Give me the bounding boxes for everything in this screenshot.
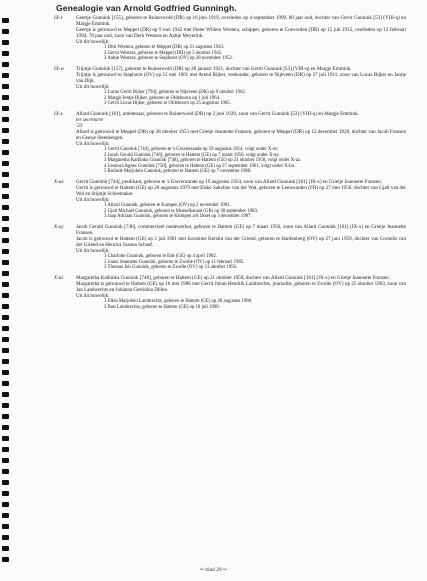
binder-hole <box>2 227 9 232</box>
binder-hole <box>2 403 9 408</box>
binder-hole <box>2 436 9 441</box>
page-title: Genealogie van Arnold Godfried Gunningh. <box>56 3 237 13</box>
binder-hole <box>2 282 9 287</box>
entry-text: Margaretha Kathinka Gunnink [748], geboren te Hattem (GE) op 21 oktober 1958, dochter van Allard Gunnink [161] (IX-x) en Grietje Jeannette Fransen. <box>76 274 390 281</box>
binder-hole <box>2 139 9 144</box>
binder-hole <box>2 480 9 485</box>
binder-hole <box>2 260 9 265</box>
child-item: 1 Gerrit Gunnink [744], geboren te 's Gravenzande op 19 augustus 1954, volgt onder X-av. <box>104 147 279 153</box>
child-item: 2 Gerrit Westera, geboren te Meppel (DR) op 3 oktober 1945. <box>104 50 223 56</box>
binder-hole <box>2 84 9 89</box>
binder-hole <box>2 392 9 397</box>
occupation-note: ter secretarie <box>76 116 104 123</box>
genealogy-entry <box>54 15 406 62</box>
binder-hole <box>2 502 9 507</box>
binder-hole <box>2 117 9 122</box>
child-item: 3 Margaretha Kathinka Gunnink [748], geboren te Hattem (GE) op 21 oktober 1958, volgt onder X-az. <box>104 158 302 164</box>
binder-hole <box>2 62 9 67</box>
binder-hole <box>2 29 9 34</box>
binder-hole <box>2 238 9 243</box>
children-list <box>104 90 406 107</box>
children-heading: Uit dit huwelijk: <box>76 248 110 255</box>
child-item: 1 Ellen Marjolein Lambrechts, geboren te Hattem (GE) op 28 augustus 1988. <box>104 299 253 305</box>
binder-hole <box>2 304 9 309</box>
entry-text: Geertje Gunnink [155], geboren te Ruinerwold (DR) op 16 juni 1919, overleden op 4 september 1999, 80 jaar oud, dochter van Gerrit Gunnink [53] (VIII-q) en Margje Emmink. <box>76 15 406 28</box>
generation-code: X-az <box>54 274 64 281</box>
binder-hole <box>2 194 9 199</box>
binder-hole <box>2 216 9 221</box>
binder-hole <box>2 425 9 430</box>
generation-code: IX-x <box>54 110 63 117</box>
binder-hole <box>2 271 9 276</box>
children-heading: Uit dit huwelijk: <box>76 141 110 148</box>
binder-hole <box>2 348 9 353</box>
child-item: 2 Bart Lambrechts, geboren te Hattem (GE) op 10 juli 1990. <box>104 304 220 310</box>
binder-hole <box>2 458 9 463</box>
genealogy-entry <box>54 66 406 107</box>
generation-code: IX-v <box>54 15 63 21</box>
marriage-text: Trijntje is getrouwd te Staphorst (OV) op 12 mei 1961 met Arend Bijker, veehouder, geboren te Nijeveen (DR) op 27 juli 1911, zoon van Lucas Bijker en Jantje van Dijk. <box>76 72 406 85</box>
child-item: 1 Charlotte Gunnink, geboren te Ede (GE) op 4 april 1982. <box>104 254 217 260</box>
genealogy-content <box>54 15 406 314</box>
children-list <box>104 147 406 175</box>
binder-hole <box>2 469 9 474</box>
binder-hole <box>2 249 9 254</box>
binder-hole <box>2 128 9 133</box>
children-list <box>104 45 406 62</box>
binder-holes <box>0 18 12 578</box>
binder-hole <box>2 524 9 529</box>
marriage-text: Margaretha is getrouwd te Hattem (GE) op 16 mei 1986 met Gerrit Johan Hendrik Lambrechts, journalist, geboren te Zwolle (OV) op 25 oktober 1963, zoon van Jan Lambrechts en Johanna Gerridina Dillen. <box>76 280 406 293</box>
page-number: •• blad 29 •• <box>200 567 227 573</box>
child-item: 4 Leonora Agnes Gunnink [750], geboren te Hattem (GE) op 27 september 1961, volgt onder X-ba. <box>104 163 296 169</box>
generation-code: X-ay <box>54 223 64 230</box>
child-item: 2 Margje Jentje Bijker, geboren te Oldeboorn op 1 juli 1964. <box>104 95 221 101</box>
children-list <box>104 299 406 310</box>
child-item: 5 Rolinde Marjolein Gunnink, geboren te Hattem (GE) op 7 november 1968. <box>104 169 252 175</box>
children-list <box>104 254 406 271</box>
entry-text: Trijntje Gunnink [157], geboren te Ruinerwold (DR) op 28 januari 1921, dochter van Gerrit Gunnink [53] (VIII-q) en Margje Emmink. <box>76 65 352 72</box>
binder-hole <box>2 183 9 188</box>
marriage-text: Geertje is getrouwd te Meppel (DR) op 9 mei 1942 met Pieter Willem Westera, schipper, geboren te Coevorden (DR) op 15 juli 1915, overleden op 12 februari 1994, 78 jaar oud, zoon van Derk Westera en Aaltje Meyerink. <box>76 27 406 40</box>
binder-hole <box>2 535 9 540</box>
binder-hole <box>2 491 9 496</box>
generation-code: X-ax <box>54 178 64 185</box>
binder-hole <box>2 150 9 155</box>
binder-hole <box>2 205 9 210</box>
entry-text: Gerrit Gunnink [744], predikant, geboren te 's Gravenzande op 19 augustus 1954, zoon van Allard Gunnink [161] (IX-x) en Grietje Jeannette Fransen. <box>76 178 383 185</box>
entry-text: Allard Gunnink [161], ambtenaar, geboren te Ruinerwold (DR) op 2 juni 1928, zoon van Gerrit Gunnink [53] (VIII-q) en Margje Emmink. <box>76 110 359 117</box>
marriage-text: Jacob is getrouwd te Hattem (GE) op 2 juli 1981 met Jacomine Kerstin van der Griend, geboren te Hardenberg (OV) op 27 juni 1959, dochter van Cornelis van der Griend en Henrica Joanna Schaaf. <box>76 235 406 249</box>
child-item: 3 Aaltje Westera, geboren te Staphorst (OV) op 28 november 1952. <box>104 56 234 62</box>
binder-hole <box>2 447 9 452</box>
generation-code: IX-w <box>54 65 64 72</box>
marriage-text: Gerrit is getrouwd te Hattem (GE) op 28 augustus 1979 met Elske Sakeline van der Wal, geboren te Leeuwarden (FR) op 27 mei 1956, dochter van Gjalt van der Wal en Stijntje Schoemaker. <box>76 185 406 198</box>
binder-hole <box>2 326 9 331</box>
child-item: 3 Gerrit Lucas Bijker, geboren te Oldeboorn op 25 augustus 1965. <box>104 101 231 107</box>
binder-hole <box>2 51 9 56</box>
binder-hole <box>2 513 9 518</box>
child-item: 3 Jaap Adriaan Gunnink, geboren te Krimpen a/d IJssel op 3 december 1987. <box>104 214 252 220</box>
child-item: 1 Lucas Gerrit Bijker [794], geboren te Nijeveen (DR) op 9 oktober 1962. <box>104 90 246 96</box>
binder-hole <box>2 172 9 177</box>
children-list <box>104 203 406 220</box>
binder-hole <box>2 315 9 320</box>
binder-hole <box>2 73 9 78</box>
binder-hole <box>2 546 9 551</box>
note-text: '23' <box>76 123 84 130</box>
binder-hole <box>2 359 9 364</box>
binder-hole <box>2 381 9 386</box>
children-heading: Uit dit huwelijk: <box>76 84 110 91</box>
binder-hole <box>2 414 9 419</box>
marriage-text: Allard is getrouwd te Meppel (DR) op 28 oktober 1953 met Grietje Jeannette Fransen, geboren te Meppel (DR) op 12 december 1928, dochter van Jacob Fransen en Geesje Steenbergen. <box>76 129 406 142</box>
entry-text: Jacob Gerald Gunnink [746], commercieel medewerker, geboren te Hattem (GE) op 7 maart 1956, zoon van Allard Gunnink [161] (IX-x) en Grietje Jeannette Fransen. <box>76 223 406 236</box>
genealogy-entry <box>54 179 406 220</box>
binder-hole <box>2 18 9 23</box>
genealogy-entry <box>54 224 406 271</box>
child-item: 1 Allard Gunnink, geboren te Kampen (OV) op 2 november 1981. <box>104 203 231 209</box>
binder-hole <box>2 293 9 298</box>
genealogy-entry <box>54 275 406 310</box>
binder-hole <box>2 161 9 166</box>
binder-hole <box>2 370 9 375</box>
child-item: 1 Dirk Westera, geboren te Meppel (DR) op 21 augustus 1943. <box>104 45 225 51</box>
binder-hole <box>2 95 9 100</box>
binder-hole <box>2 40 9 45</box>
children-heading: Uit dit huwelijk: <box>76 39 110 46</box>
binder-hole <box>2 557 9 562</box>
children-heading: Uit dit huwelijk: <box>76 293 110 300</box>
binder-hole <box>2 337 9 342</box>
binder-hole <box>2 106 9 111</box>
children-heading: Uit dit huwelijk: <box>76 197 110 204</box>
genealogy-entry <box>54 111 406 175</box>
child-item: 3 Thomas Job Gunnink, geboren te Zwolle (OV) op 13 oktober 1993. <box>104 265 238 271</box>
child-item: 2 Jacob Gerald Gunnink [746], geboren te Hattem (GE) op 7 maart 1956, volgt onder X-ay. <box>104 152 280 158</box>
child-item: 2 Joane Jeannette Gunnink, geboren te Zwolle (OV) op 11 februari 1985. <box>104 259 245 265</box>
child-item: 2 Gjalt Michael Gunnink, geboren te Musselkanaal (GR) op 30 september 1983. <box>104 208 259 214</box>
